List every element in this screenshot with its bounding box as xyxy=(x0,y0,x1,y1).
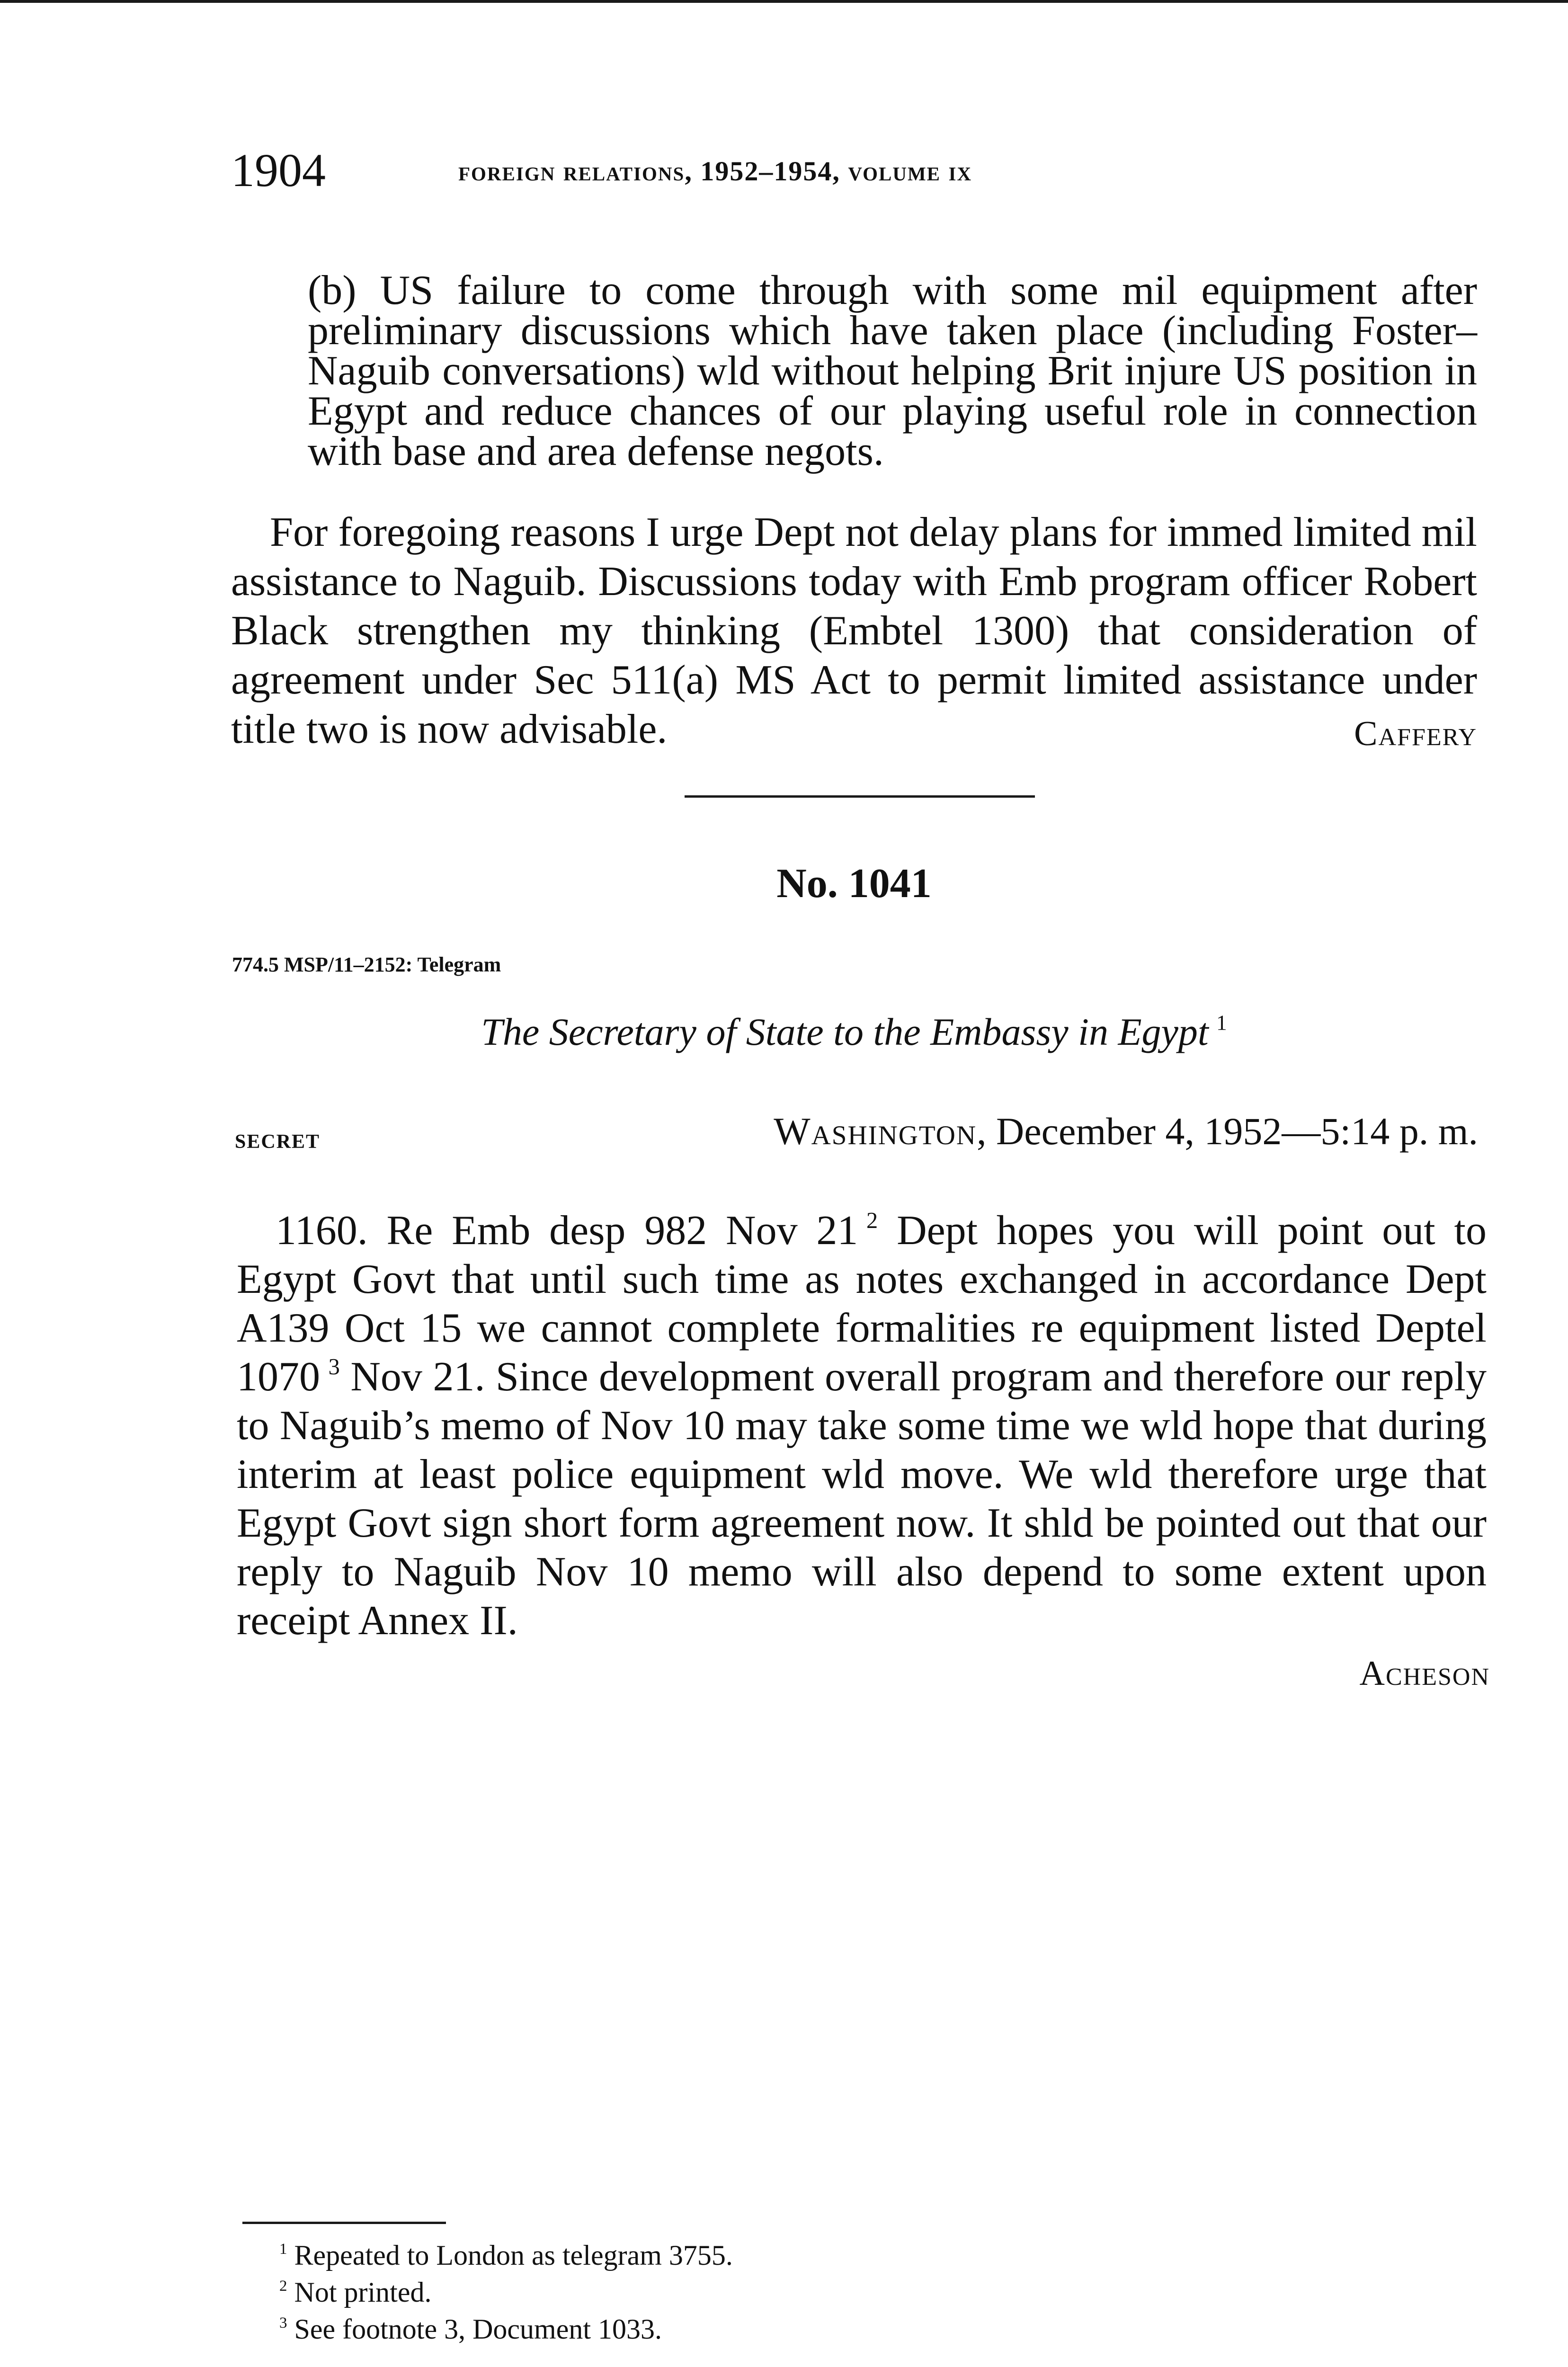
classification: secret xyxy=(235,1123,321,1154)
signature-caffery: Caffery xyxy=(1354,714,1477,753)
footnote-3 xyxy=(279,2311,1416,2348)
document-number: No. 1041 xyxy=(776,861,932,907)
footnote-marker: 2 xyxy=(279,2277,287,2295)
document-heading xyxy=(231,1006,1477,1058)
page-number: 1904 xyxy=(231,144,326,196)
footnote-ref-3[interactable]: 3 xyxy=(328,1354,340,1380)
telegram-text-3: Nov 21. Since development overall program and therefore our reply to Naguib’s memo of Nov 10 may take some time we wld hope that during interim at least police equipment wld move. We wld therefore urge that Egypt Govt sign short form agreement now. It shld be pointed out that our reply to Naguib Nov 10 memo will also depend to some extent upon receipt Annex II. xyxy=(237,1354,1487,1644)
footnote-text: Repeated to London as telegram 3755. xyxy=(287,2240,733,2271)
footnote-marker: 1 xyxy=(279,2240,287,2258)
heading-text: The Secretary of State to the Embassy in Egypt xyxy=(481,1010,1209,1053)
dateline xyxy=(774,1105,1478,1157)
paragraph-recommendation: For foregoing reasons I urge Dept not delay plans for immed limited mil assistance to Naguib. Discussions today with Emb program officer Robert Black strengthen my thinking (Embtel 1300) that consideration of agreement under Sec 511(a) MS Act to permit limited assistance under title two is now advisable. xyxy=(231,509,1477,752)
telegram-text-1: 1160. Re Emb desp 982 Nov 21 xyxy=(276,1208,858,1254)
footnotes xyxy=(279,2237,1416,2348)
telegram-text-2: Dept hopes you will point out to Egypt Govt that until such time as notes exchanged in accordance Dept A139 Oct 15 we cannot complete formalities re equipment listed Deptel 1070 xyxy=(237,1208,1487,1400)
running-head xyxy=(231,142,1490,204)
dateline-date: , December 4, 1952—5:14 p. m. xyxy=(977,1110,1478,1153)
footnote-text: Not printed. xyxy=(287,2277,432,2308)
footnote-ref-2[interactable]: 2 xyxy=(866,1208,878,1234)
footnote-2 xyxy=(279,2274,1416,2311)
page-edge xyxy=(0,0,1568,3)
dateline-place: Washington xyxy=(774,1110,977,1153)
footnote-1 xyxy=(279,2237,1416,2274)
file-reference: 774.5 MSP/11–2152: Telegram xyxy=(232,953,501,976)
signature-acheson: Acheson xyxy=(1359,1654,1490,1693)
telegram-body xyxy=(237,1206,1487,1645)
footnote-marker: 3 xyxy=(279,2314,287,2331)
section-divider xyxy=(685,795,1035,798)
footnote-divider xyxy=(242,2222,446,2224)
paragraph-item-b: (b) US failure to come through with some mil equipment after preliminary discussions which have taken place (including Foster–Naguib conversations) wld without helping Brit injure US position in Egypt and reduce chances of our playing useful role in connection with base and area defense negots. xyxy=(308,267,1477,474)
footnote-ref-1[interactable]: 1 xyxy=(1216,1011,1227,1035)
running-title: foreign relations, 1952–1954, volume ix xyxy=(458,156,972,187)
footnote-text: See footnote 3, Document 1033. xyxy=(287,2314,662,2345)
